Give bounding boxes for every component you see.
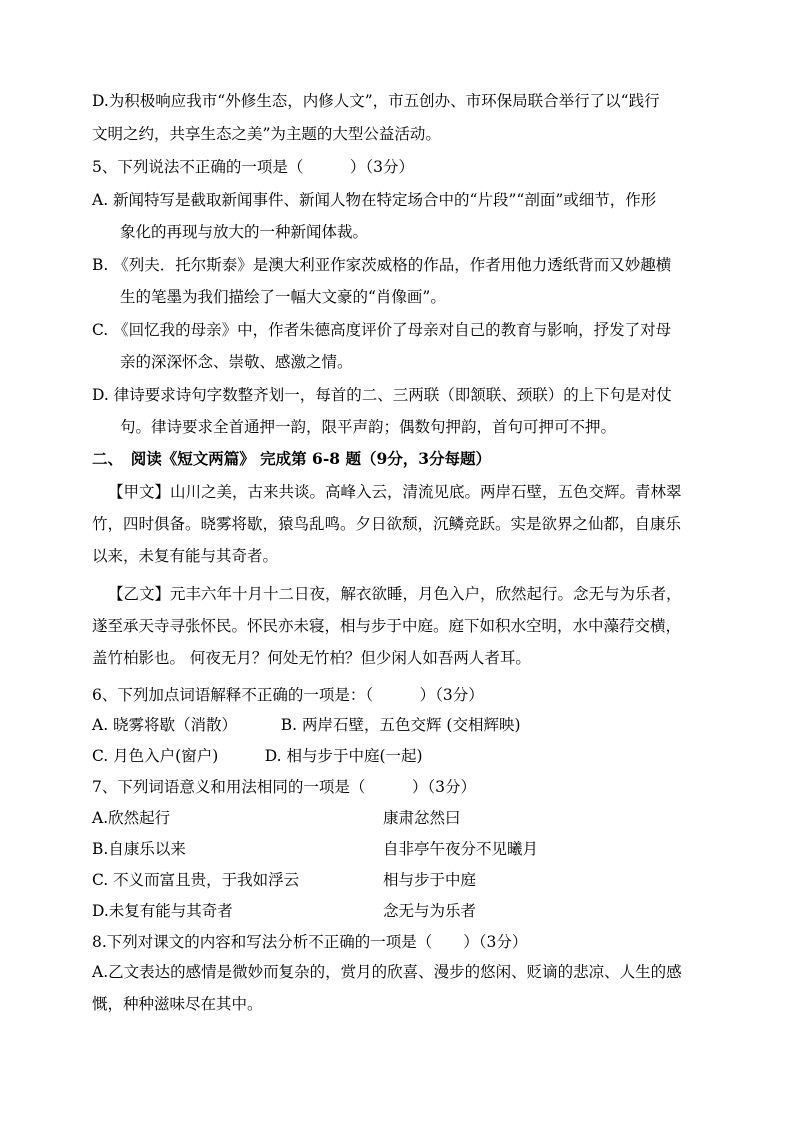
option-d-line2: 文明之约，共享生态之美”为主题的大型公益活动。 [92,125,441,143]
question-7: 7、下列词语意义和用法相同的一项是（ ）（3分） [92,778,476,796]
question-6: 6、下列加点词语解释不正确的一项是：（ ）（3分） [92,686,484,704]
q7-option-a: A.欣然起行 [92,809,171,827]
q5-option-d-line1: D. 律诗要求诗句字数整齐划一，每首的二、三两联（即颔联、颈联）的上下句是对仗 [92,386,672,404]
q5-option-c-line1: C. 《回忆我的母亲》中，作者朱德高度评价了母亲对自己的教育与影响，抒发了对母 [92,321,672,339]
yi-text-line3: 盖竹柏影也。 何夜无月？何处无竹柏？但少闲人如吾两人者耳。 [92,649,531,667]
q5-option-a-line2: 象化的再现与放大的一种新闻体裁。 [120,223,369,241]
q6-options-ab: A. 晓雾将歇（消散） B. 两岸石壁，五色交辉 (交相辉映) [92,716,521,734]
q5-option-a-line1: A. 新闻特写是截取新闻事件、新闻人物在特定场合中的“片段”“剖面”或细节，作形 [92,191,657,209]
q8-option-a-line2: 慨，种种滋味尽在其中。 [92,995,263,1013]
jia-text-line3: 以来，未复有能与其奇者。 [92,547,279,565]
q7-option-c: C. 不义而富且贵，于我如浮云 [92,871,300,889]
jia-text-line2: 竹，四时俱备。晓雾将歇，猿鸟乱鸣。夕日欲颓，沉鳞竞跃。实是欲界之仙都，自康乐 [92,515,682,533]
q5-option-b-line1: B. 《列夫．托尔斯泰》是澳大利亚作家茨威格的作品，作者用他力透纸背而又妙趣横 [92,256,672,274]
q5-option-d-line2: 句。律诗要求全首通押一韵，限平声韵；偶数句押韵，首句可押可不押。 [120,418,617,436]
q6-options-cd: C. 月色入户(窗户) D. 相与步于中庭(一起) [92,747,423,765]
section-2-heading: 二、 阅读《短文两篇》 完成第 6-8 题（9分，3分每题） [92,449,492,468]
q7-option-a-compare: 康肃忿然曰 [383,809,461,827]
q7-option-d-compare: 念无与为乐者 [383,902,477,920]
option-d-line1: D.为积极响应我市“外修生态，内修人文”，市五创办、市环保局联合举行了以“践行 [92,92,660,110]
q7-option-b: B.自康乐以来 [92,840,186,858]
q5-option-b-line2: 生的笔墨为我们描绘了一幅大文豪的“肖像画”。 [120,288,446,306]
q7-option-c-compare: 相与步于中庭 [383,871,477,889]
q8-option-a-line1: A.乙文表达的感情是微妙而复杂的，赏月的欣喜、漫步的悠闲、贬谪的悲凉、人生的感 [92,963,682,981]
q7-option-b-compare: 自非亭午夜分不见曦月 [383,840,539,858]
yi-text-line2: 遂至承天寺寻张怀民。怀民亦未寝，相与步于中庭。庭下如积水空明，水中藻荇交横， [92,617,682,635]
jia-text-line1: 【甲文】山川之美，古来共谈。高峰入云，清流见底。两岸石壁，五色交辉。青林翠 [108,483,682,501]
yi-text-line1: 【乙文】元丰六年十月十二日夜，解衣欲睡，月色入户，欣然起行。念无与为乐者， [108,585,682,603]
question-5: 5、下列说法不正确的一项是（ ）（3分） [92,158,414,176]
q7-option-d: D.未复有能与其奇者 [92,902,233,920]
question-8: 8.下列对课文的内容和写法分析不正确的一项是（ ）（3分） [92,933,528,951]
q5-option-c-line2: 亲的深深怀念、崇敬、感激之情。 [120,353,353,371]
